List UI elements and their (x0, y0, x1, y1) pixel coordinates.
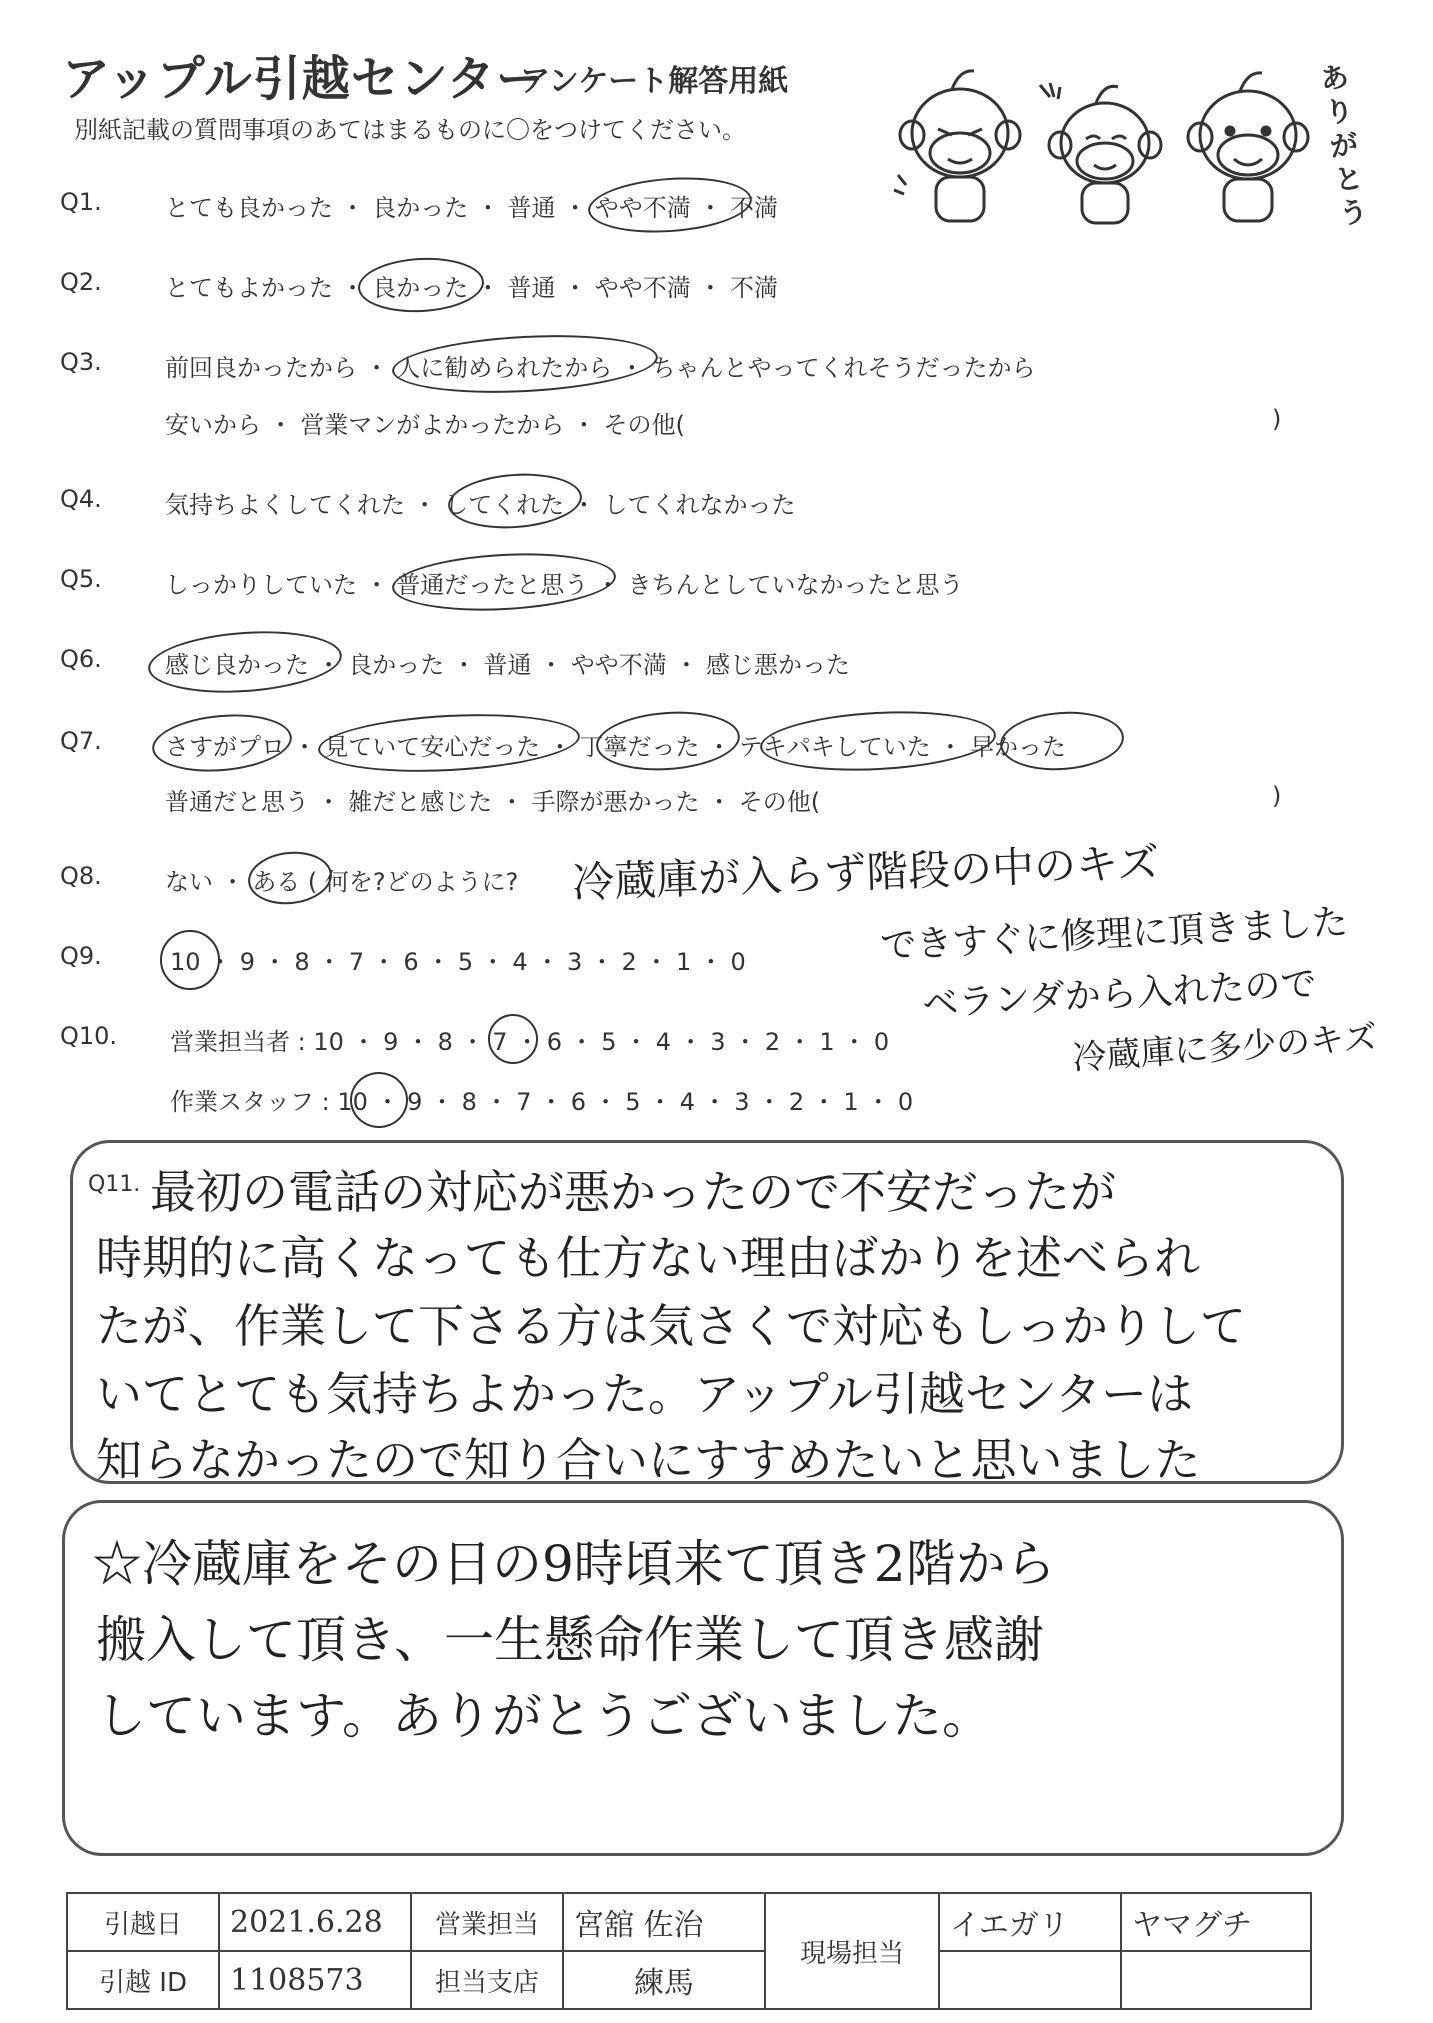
q1-answer-circle (586, 172, 753, 237)
q8-note-line-3: ベランダから入れたので (921, 963, 1318, 1026)
q2-options: とてもよかった ・ 良かった ・ 普通 ・ やや不満 ・ 不満 (165, 274, 779, 302)
q3-label: Q3. (60, 348, 102, 376)
q8-note-line-4: 冷蔵庫に多少のキズ (1071, 1017, 1379, 1079)
site-staff-empty-1 (939, 1951, 1121, 2009)
q11-line-3: たが、作業して下さる方は気さくで対応もしっかりして (96, 1299, 1246, 1353)
q2-label: Q2. (60, 268, 102, 296)
q10-staff-scale: 作業スタッフ : 10 ・ 9 ・ 8 ・ 7 ・ 6 ・ 5 ・ 4 ・ 3 ・ 2 ・ 1 ・ 0 (170, 1088, 914, 1116)
q5-answer-circle (391, 548, 618, 616)
q11-label: Q11. (88, 1172, 141, 1197)
move-date-value: 2021.6.28 (219, 1893, 411, 1951)
move-date-label: 引越日 (67, 1893, 219, 1951)
q4-label: Q4. (60, 485, 102, 513)
branch-label: 担当支店 (411, 1951, 563, 2009)
q11-line-1: 最初の電話の対応が悪かったので不安だったが (150, 1165, 1116, 1219)
q1-label: Q1. (60, 188, 102, 216)
q11-line-2: 時期的に高くなっても仕方ない理由ばかりを述べられ (96, 1231, 1200, 1285)
q7-answer-circle-5 (998, 708, 1126, 775)
q6-label: Q6. (60, 645, 102, 673)
q2-answer-circle (357, 255, 486, 316)
site-staff-empty-2 (1121, 1951, 1311, 2009)
q3-options-line2: 安いから ・ 営業マンがよかったから ・ その他( (165, 411, 685, 439)
q10-label: Q10. (60, 1022, 118, 1050)
site-label: 現場担当 (765, 1893, 939, 2009)
q7-answer-circle-4 (759, 706, 998, 776)
q5-options: しっかりしていた ・ 普通だったと思う ・ きちんとしていなかったと思う (165, 571, 964, 599)
q7-options-line1: さすがプロ ・ 見ていて安心だった ・ 丁寧だった ・ テキパキしていた ・ 早かった (165, 733, 1067, 761)
q8-label: Q8. (60, 862, 102, 890)
q5-label: Q5. (60, 565, 102, 593)
form-title: アンケート解答用紙 (520, 64, 789, 99)
q8-note-line-2: できすぐに修理に頂きました (879, 901, 1349, 968)
q7-answer-circle-2 (317, 708, 582, 778)
q7-options-line2: 普通だと思う ・ 雑だと感じた ・ 手際が悪かった ・ その他( (165, 788, 821, 816)
q10-sales-answer-circle (488, 1014, 538, 1064)
q4-options: 気持ちよくしてくれた ・ してくれた ・ してくれなかった (165, 491, 796, 519)
q3-close-paren: ) (1272, 405, 1282, 433)
q8-answer-circle (246, 848, 335, 908)
q7-close-paren: ) (1272, 782, 1282, 810)
site-staff-1: イエガリ (939, 1893, 1121, 1951)
q10-sales-scale: 営業担当者 : 10 ・ 9 ・ 8 ・ 7 ・ 6 ・ 5 ・ 4 ・ 3 ・ 2 ・ 1 ・ 0 (170, 1028, 890, 1056)
company-name: アップル引越センター (62, 51, 545, 107)
site-staff-2: ヤマグチ (1121, 1893, 1311, 1951)
q7-answer-circle-1 (150, 709, 294, 777)
q9-scale: 10 ・ 9 ・ 8 ・ 7 ・ 6 ・ 5 ・ 4 ・ 3 ・ 2 ・ 1 ・ 0 (170, 948, 746, 976)
q8-options: ない ・ ある ( 何を?どのように? (165, 868, 519, 896)
q6-options: 感じ良かった ・ 良かった ・ 普通 ・ やや不満 ・ 感じ悪かった (165, 651, 851, 679)
q9-answer-circle (160, 930, 220, 990)
q11-line-4: いてとても気持ちよかった。アップル引越センターは (96, 1367, 1194, 1421)
move-id-label: 引越 ID (67, 1951, 219, 2009)
q7-answer-circle-3 (594, 707, 742, 775)
q3-options-line1: 前回良かったから ・ 人に勧められたから ・ ちゃんとやってくれそうだったから (165, 354, 1036, 382)
branch-value: 練馬 (563, 1951, 765, 2009)
move-id-value: 1108573 (219, 1951, 411, 2009)
q7-label: Q7. (60, 727, 102, 755)
q3-answer-circle (391, 329, 660, 399)
q10-staff-answer-circle (350, 1072, 408, 1128)
extra-comment-line-3: しています。ありがとうございました。 (96, 1687, 992, 1745)
extra-comment-line-2: 搬入して頂き、一生懸命作業して頂き感謝 (96, 1611, 1044, 1669)
q8-note-line-1: 冷蔵庫が入らず階段の中のキズ (571, 837, 1160, 908)
extra-comment-line-1: ☆冷蔵庫をその日の9時頃来て頂き2階から (92, 1535, 1056, 1593)
q1-options: とても良かった ・ 良かった ・ 普通 ・ やや不満 ・ 不満 (165, 194, 779, 222)
sales-value: 宮舘 佐治 (563, 1893, 765, 1951)
sales-label: 営業担当 (411, 1893, 563, 1951)
mascot-illustration (890, 55, 1330, 230)
q9-label: Q9. (60, 942, 102, 970)
q11-line-5: 知らなかったので知り合いにすすめたいと思いました (96, 1433, 1201, 1487)
move-info-table (66, 1892, 1312, 2010)
q6-answer-circle (146, 625, 344, 698)
instruction-text: 別紙記載の質問事項のあてはまるものに〇をつけてください。 (74, 116, 746, 144)
mascot-text: ありがとう (1318, 59, 1370, 231)
q4-answer-circle (446, 469, 583, 532)
